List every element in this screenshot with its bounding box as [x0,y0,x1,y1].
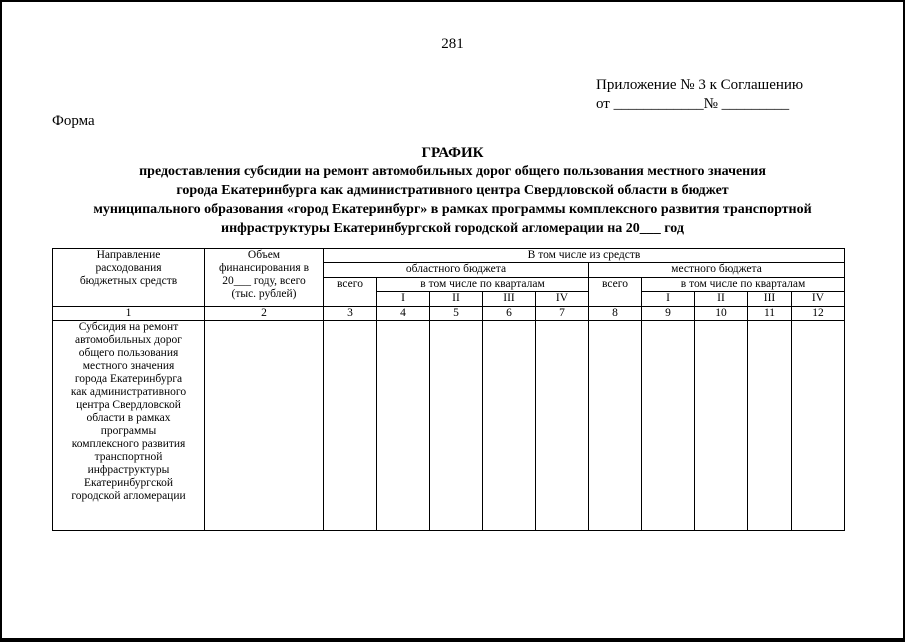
quarter-label: I [377,292,430,307]
row-description [53,321,205,531]
document-title: ГРАФИК [421,145,484,161]
empty-cell [205,321,324,531]
column-number: 12 [792,307,845,321]
header-local-total: всего [589,278,642,307]
row-description-line: области в рамках [86,412,171,424]
empty-cell [536,321,589,531]
header-regional-total: всего [324,278,377,307]
empty-cell [695,321,748,531]
column-number: 3 [324,307,377,321]
row-description-line: транспортной [94,451,163,463]
quarter-label: IV [792,292,845,307]
empty-cell [377,321,430,531]
subtitle-line: города Екатеринбурга как административного центра Свердловской области в бюджет [176,183,729,198]
appendix-line-2: от ____________№ _________ [596,96,790,112]
header-volume-line: 20___ году, всего [222,275,306,287]
row-description-line: программы [100,425,157,437]
column-number: 9 [642,307,695,321]
row-description-line: центра Свердловской [76,399,181,411]
header-volume-line: (тыс. рублей) [231,288,297,300]
row-description-line: местного значения [82,360,175,372]
row-description-line: Екатеринбургской [83,477,174,489]
column-number: 7 [536,307,589,321]
header-regional-quarters: в том числе по кварталам [377,278,589,292]
column-number: 2 [205,307,324,321]
row-description-line: Субсидия на ремонт [78,321,179,333]
header-volume [205,249,324,307]
column-number: 6 [483,307,536,321]
subtitle-line: предоставления субсидии на ремонт автомобильных дорог общего пользования местного значения [139,164,766,179]
empty-cell [430,321,483,531]
quarter-label: II [695,292,748,307]
empty-cell [324,321,377,531]
header-direction-line: Направление [96,249,161,261]
schedule-table [52,248,845,531]
empty-cell [792,321,845,531]
column-number: 5 [430,307,483,321]
header-volume-line: финансирования в [218,262,310,274]
subtitle-line: инфраструктуры Екатеринбургской городской агломерации на 20___ год [221,221,684,236]
row-description-line: инфраструктуры [87,464,170,476]
header-direction [53,249,205,307]
subtitle-line: муниципального образования «город Екатеринбург» в рамках программы комплексного развития транспортной [93,202,812,217]
quarter-label: III [483,292,536,307]
column-number: 1 [53,307,205,321]
row-description-line: городской агломерации [71,490,186,502]
empty-cell [589,321,642,531]
form-label: Форма [52,113,95,129]
row-description-line: города Екатеринбурга [74,373,183,385]
column-number: 4 [377,307,430,321]
header-regional-budget: областного бюджета [324,263,589,278]
appendix-line-1: Приложение № 3 к Соглашению [596,77,804,93]
empty-cell [483,321,536,531]
header-funding-sources: В том числе из средств [324,249,845,263]
header-local-budget: местного бюджета [589,263,845,278]
quarter-label: IV [536,292,589,307]
header-volume-line: Объем [247,249,281,261]
quarter-label: II [430,292,483,307]
quarter-label: I [642,292,695,307]
empty-cell [748,321,792,531]
row-description-line: общего пользования [78,347,179,359]
empty-cell [642,321,695,531]
row-description-line: комплексного развития [71,438,186,450]
appendix-note [596,76,803,114]
header-direction-line: расходования [95,262,162,274]
quarter-label: III [748,292,792,307]
row-description-line: автомобильных дорог [75,334,182,346]
document-subtitle [30,162,875,238]
column-number: 8 [589,307,642,321]
page-number: 281 [441,36,464,52]
header-direction-line: бюджетных средств [79,275,178,287]
column-number: 10 [695,307,748,321]
row-description-line: как административного [70,386,187,398]
column-number: 11 [748,307,792,321]
header-local-quarters: в том числе по кварталам [642,278,845,292]
